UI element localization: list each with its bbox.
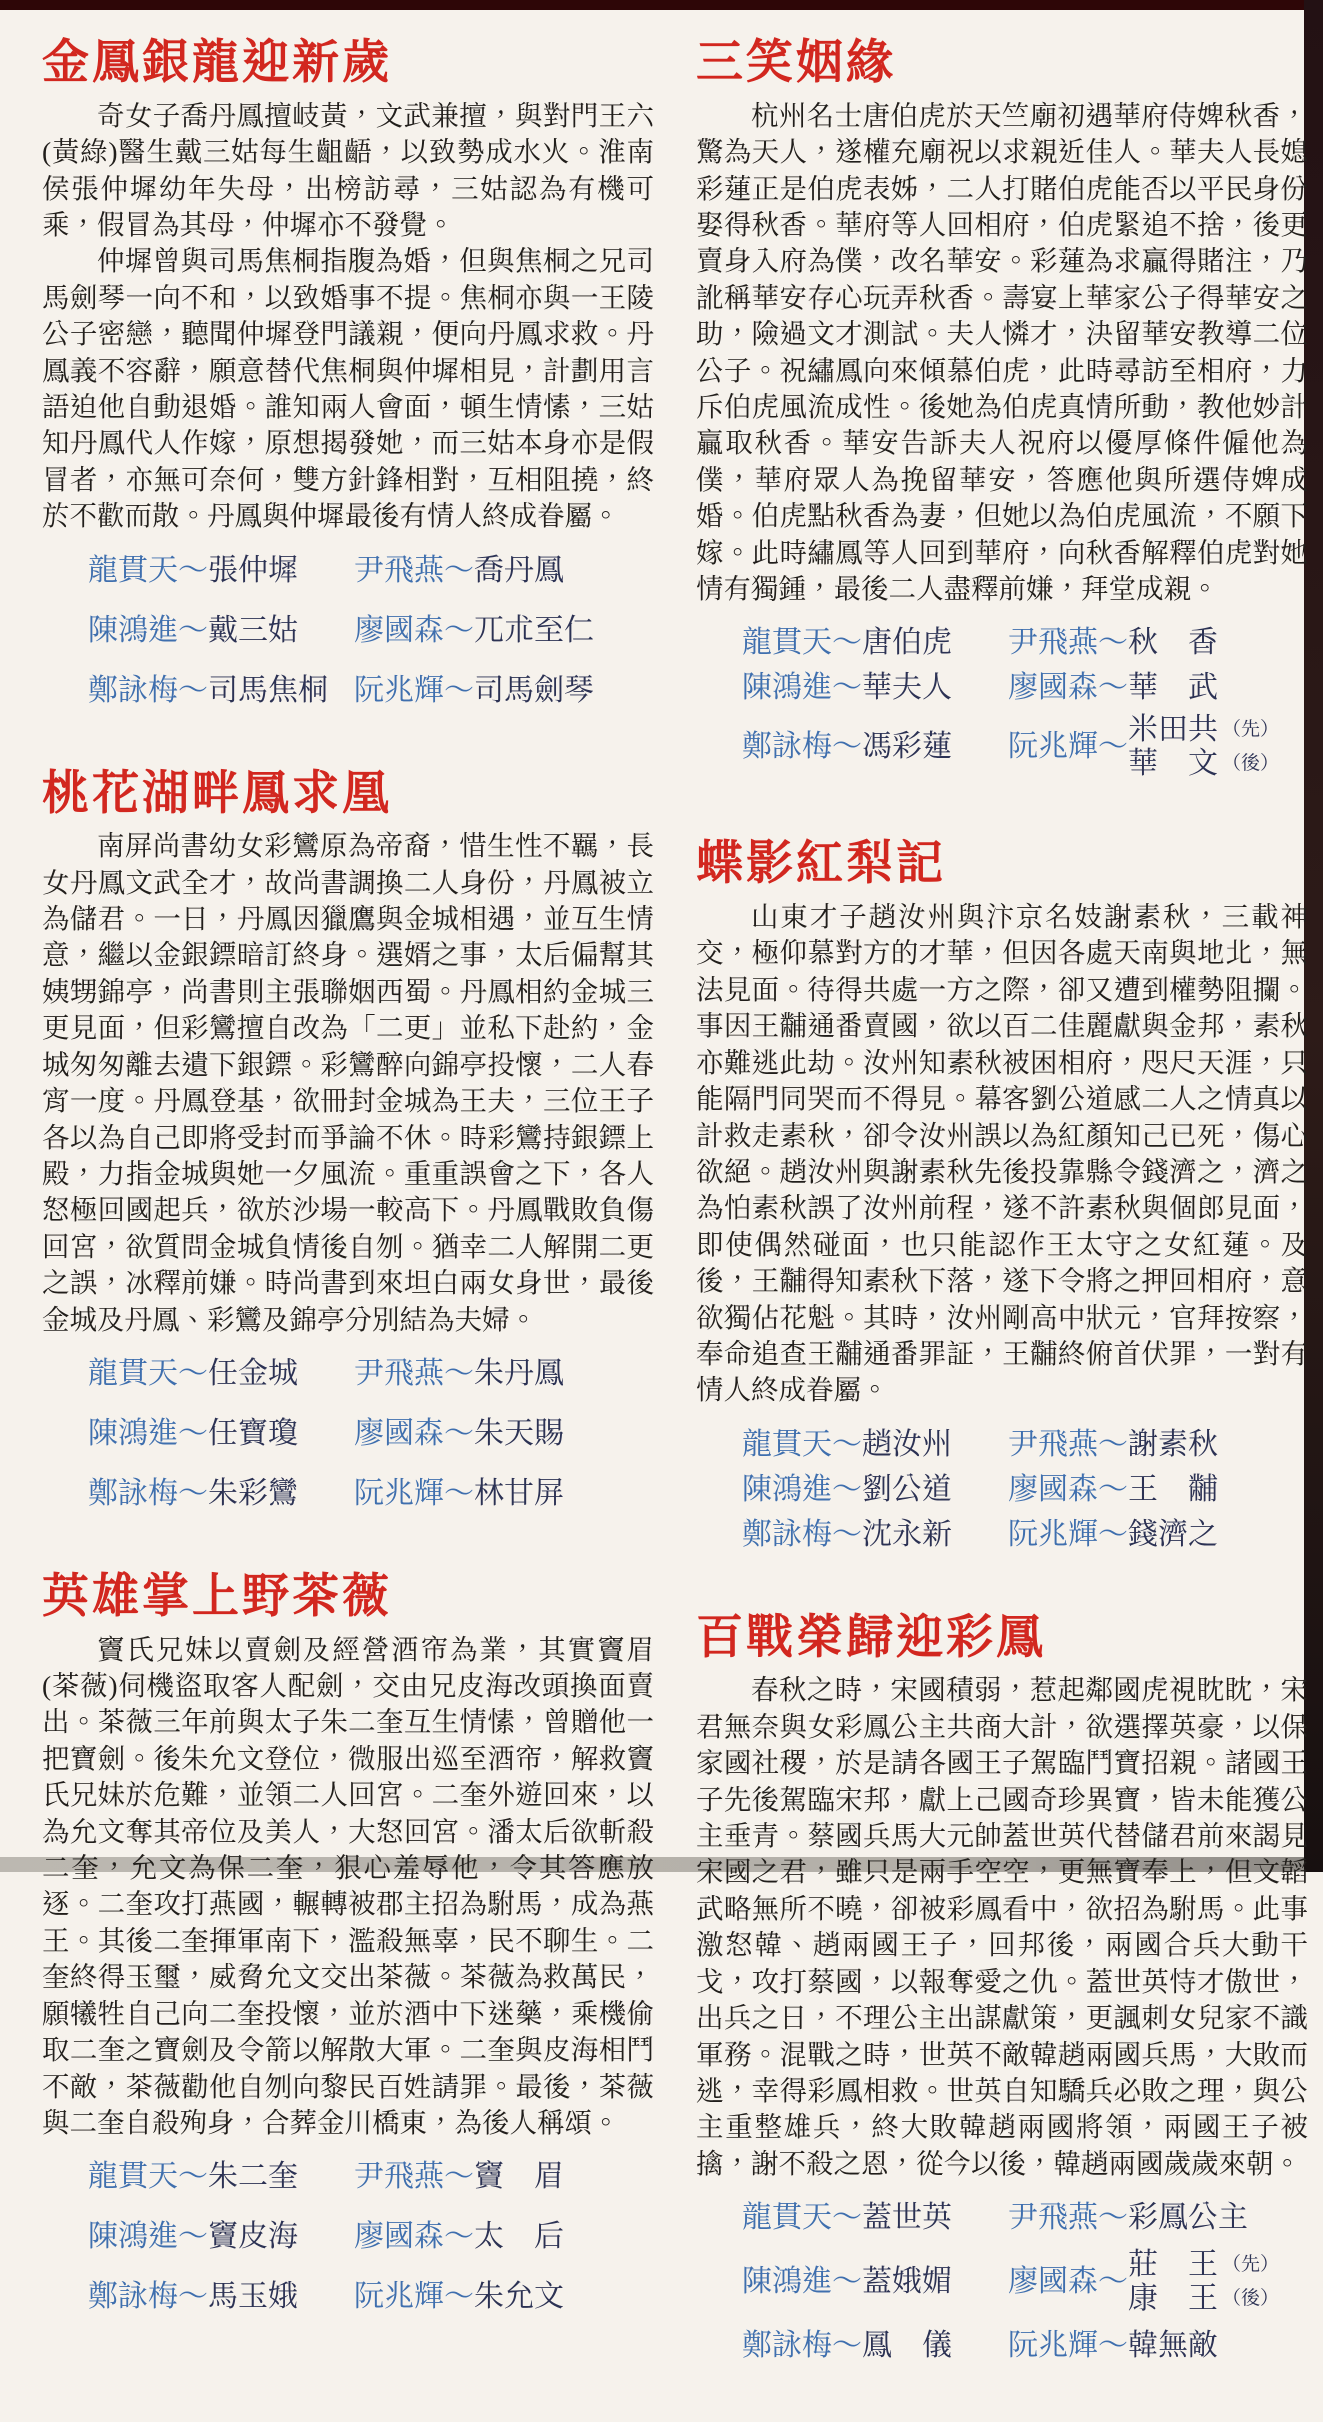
role-order-note: （先）: [1222, 719, 1280, 741]
left-column: [42, 36, 654, 2422]
role-name: 秋 香: [1128, 626, 1219, 660]
cast-entry: [742, 713, 1008, 781]
actor-name: 鄭詠梅: [88, 673, 178, 707]
actor-name: 尹飛燕: [354, 553, 445, 587]
actor-name: 廖國森: [354, 2220, 445, 2254]
scan-edge-top: [0, 0, 1323, 10]
role-name: 彩鳳公主: [1128, 2201, 1249, 2235]
tilde-separator: ～: [178, 2280, 208, 2314]
actor-name: 阮兆輝: [354, 2280, 445, 2314]
role-name: 司馬焦桐: [208, 673, 328, 707]
actor-name: 阮兆輝: [354, 673, 445, 707]
cast-entry: [354, 1354, 654, 1394]
tilde-separator: ～: [444, 1356, 475, 1390]
role-line: [1128, 2282, 1279, 2316]
role-order-note: （先）: [1222, 2254, 1280, 2276]
cast-entry: [742, 2326, 1008, 2366]
role-name: 兀朮至仁: [474, 613, 595, 647]
actor-name: 鄭詠梅: [742, 2329, 832, 2363]
cast-entry: [354, 611, 654, 651]
tilde-separator: ～: [444, 2160, 475, 2194]
role-name: 錢濟之: [1128, 1517, 1219, 1551]
role-name: 馬玉娥: [208, 2280, 298, 2314]
cast-entry: [1008, 2248, 1308, 2316]
tilde-separator: ～: [1098, 730, 1129, 764]
cast-entry: [354, 2217, 654, 2257]
role-name: 唐伯虎: [862, 626, 952, 660]
cast-entry: [1008, 668, 1308, 708]
actor-name: 鄭詠梅: [88, 2280, 178, 2314]
actor-name: 尹飛燕: [1008, 2201, 1099, 2235]
role-name: 康 王: [1128, 2282, 1219, 2316]
actor-name: 陳鴻進: [88, 613, 178, 647]
tilde-separator: ～: [832, 2329, 862, 2363]
cast-entry: [88, 2277, 354, 2317]
cast-entry: [742, 1470, 1008, 1510]
role-stack: [1128, 2248, 1279, 2316]
role-name: 司馬劍琴: [474, 673, 595, 707]
synopsis-paragraph: 春秋之時，宋國積弱，惹起鄰國虎視眈眈，宋君無奈與女彩鳳公主共商大計，欲選擇英豪，以保家國社稷，於是請各國王子駕臨鬥寶招親。諸國王子先後駕臨宋邦，獻上己國奇珍異寶，皆未能獲公主垂青。蔡國兵馬大元帥蓋世英代替儲君前來謁見宋國之君，雖只是兩手空空，更無寶奉上，但文韜武略無所不曉，卻被彩鳳看中，欲招為駙馬。此事激怒韓、趙兩國王子，回邦後，兩國合兵大動干戈，攻打蔡國，以報奪愛之仇。蓋世英恃才傲世，出兵之日，不理公主出謀獻策，更諷刺女兒家不識軍務。混戰之時，世英不敵韓趙兩國兵馬，大敗而逃，幸得彩鳳相救。世英自知驕兵必敗之理，與公主重整雄兵，終大敗韓趙兩國將領，兩國王子被擒，謝不殺之恩，從今以後，韓趙兩國歲歲來朝。: [696, 1674, 1308, 2179]
cast-entry: [742, 1515, 1008, 1555]
role-name: 蓋世英: [862, 2201, 952, 2235]
tilde-separator: ～: [178, 2220, 208, 2254]
role-name: 趙汝州: [862, 1427, 952, 1461]
role-line: [1128, 2248, 1279, 2282]
tilde-separator: ～: [1098, 671, 1129, 705]
actor-name: 廖國森: [354, 613, 445, 647]
tilde-separator: ～: [178, 1356, 208, 1390]
cast-entry: [354, 1414, 654, 1454]
actor-name: 龍貫天: [88, 553, 178, 587]
right-column: [696, 36, 1308, 2422]
actor-name: 鄭詠梅: [88, 1476, 178, 1510]
play-section-yingxiong-zhangshang: [42, 1570, 654, 2317]
cast-entry: [1008, 1470, 1308, 1510]
role-name: 林甘屏: [474, 1476, 565, 1510]
role-name: 華 武: [1128, 671, 1219, 705]
play-title: 英雄掌上野茶薇: [42, 1568, 392, 1622]
cast-entry: [1008, 2198, 1308, 2238]
play-title: 桃花湖畔鳳求凰: [42, 765, 392, 819]
actor-name: 阮兆輝: [1008, 1517, 1099, 1551]
tilde-separator: ～: [1098, 2265, 1129, 2299]
cast-entry: [742, 2248, 1008, 2316]
cast-entry: [1008, 1425, 1308, 1465]
tilde-separator: ～: [178, 613, 208, 647]
role-name: 沈永新: [862, 1517, 952, 1551]
actor-name: 阮兆輝: [1008, 2329, 1099, 2363]
role-name: 蓋娥媚: [862, 2265, 952, 2299]
role-name: 華夫人: [862, 671, 952, 705]
cast-entry: [88, 1354, 354, 1394]
role-name: 莊 王: [1128, 2248, 1219, 2282]
tilde-separator: ～: [832, 1517, 862, 1551]
tilde-separator: ～: [178, 1416, 208, 1450]
play-title: 金鳳銀龍迎新歲: [42, 35, 392, 88]
cast-entry: [742, 668, 1008, 708]
cast-list: [696, 623, 1308, 781]
actor-name: 廖國森: [1008, 1472, 1099, 1506]
synopsis-paragraph: 山東才子趙汝州與汴京名妓謝素秋，三載神交，極仰慕對方的才華，但因各處天南與地北，無法見面。待得共處一方之際，卻又遭到權勢阻攔。事因王黼通番賣國，欲以百二佳麗獻與金邦，素秋亦難逃此劫。汝州知素秋被困相府，咫尺天涯，只能隔門同哭而不得見。幕客劉公道感二人之情真以計救走素秋，卻令汝州誤以為紅顏知己已死，傷心欲絕。趙汝州與謝素秋先後投靠縣令錢濟之，濟之為怕素秋誤了汝州前程，遂不許素秋與個郎見面，即使偶然碰面，也只能認作王太守之女紅蓮。及後，王黼得知素秋下落，遂下令將之押回相府，意欲獨佔花魁。其時，汝州剛高中狀元，官拜按察，奉命追查王黼通番罪証，王黼終俯首伏罪，一對有情人終成眷屬。: [696, 901, 1308, 1406]
play-section-jinfeng-yinlong: [42, 36, 654, 711]
tilde-separator: ～: [1098, 2201, 1129, 2235]
tilde-separator: ～: [178, 2160, 208, 2194]
tilde-separator: ～: [832, 1472, 862, 1506]
role-name: 米田共: [1128, 713, 1219, 747]
actor-name: 龍貫天: [88, 1356, 178, 1390]
role-name: 朱丹鳳: [474, 1356, 565, 1390]
role-name: 王 黼: [1128, 1472, 1219, 1506]
play-section-sanxiao-yinyuan: [696, 36, 1308, 781]
play-section-dieying-hongli: [696, 837, 1308, 1554]
cast-entry: [1008, 713, 1308, 781]
role-order-note: （後）: [1222, 2288, 1280, 2310]
cast-entry: [742, 1425, 1008, 1465]
tilde-separator: ～: [444, 1476, 475, 1510]
page-columns: [42, 36, 1308, 2422]
cast-entry: [88, 611, 354, 651]
play-section-baizhan-ronggui: [696, 1611, 1308, 2366]
tilde-separator: ～: [832, 1427, 862, 1461]
tilde-separator: ～: [178, 1476, 208, 1510]
role-name: 劉公道: [862, 1472, 952, 1506]
role-stack: [1128, 713, 1279, 781]
actor-name: 鄭詠梅: [742, 730, 832, 764]
tilde-separator: ～: [832, 2201, 862, 2235]
actor-name: 阮兆輝: [354, 1476, 445, 1510]
play-title: 蝶影紅梨記: [696, 836, 946, 890]
role-name: 華 文: [1128, 747, 1219, 781]
tilde-separator: ～: [1098, 1517, 1129, 1551]
cast-entry: [354, 671, 654, 711]
synopsis-paragraph: 南屏尚書幼女彩鸞原為帝裔，惜生性不羈，長女丹鳳文武全才，故尚書調換二人身份，丹鳳被立為儲君。一日，丹鳳因獵鷹與金城相遇，並互生情意，繼以金銀鏢暗訂終身。選婿之事，太后偏幫其姨甥錦亭，尚書則主張聯姻西蜀。丹鳳相約金城三更見面，但彩鸞擅自改為「二更」並私下赴約，金城匆匆離去遺下銀鏢。彩鸞醉向錦亭投懷，二人春宵一度。丹鳳登基，欲冊封金城為王夫，三位王子各以為自己即將受封而爭論不休。時彩鸞持銀鏢上殿，力指金城與她一夕風流。重重誤會之下，各人怒極回國起兵，欲於沙場一較高下。丹鳳戰敗負傷回宮，欲質問金城負情後自刎。猶幸二人解開二更之誤，冰釋前嫌。時尚書到來坦白兩女身世，最後金城及丹鳳、彩鸞及錦亭分別結為夫婦。: [42, 830, 654, 1335]
tilde-separator: ～: [178, 553, 208, 587]
cast-entry: [88, 1474, 354, 1514]
cast-list: [42, 2157, 654, 2317]
cast-entry: [1008, 1515, 1308, 1555]
synopsis-paragraph: 杭州名士唐伯虎於天竺廟初遇華府侍婢秋香，驚為天人，遂權充廟祝以求親近佳人。華夫人長媳彩蓮正是伯虎表姊，二人打賭伯虎能否以平民身份娶得秋香。華府等人回相府，伯虎緊追不捨，後更賣身入府為僕，改名華安。彩蓮為求贏得賭注，乃訛稱華安存心玩弄秋香。壽宴上華家公子得華安之助，險過文才測試。夫人憐才，決留華安教導二位公子。祝繡鳳向來傾慕伯虎，此時尋訪至相府，力斥伯虎風流成性。後她為伯虎真情所動，教他妙計贏取秋香。華安告訴夫人祝府以優厚條件僱他為僕，華府眾人為挽留華安，答應他與所選侍婢成婚。伯虎點秋香為妻，但她以為伯虎風流，不願下嫁。此時繡鳳等人回到華府，向秋香解釋伯虎對她情有獨鍾，最後二人盡釋前嫌，拜堂成親。: [696, 99, 1308, 604]
tilde-separator: ～: [444, 2280, 475, 2314]
role-name: 韓無敵: [1128, 2329, 1219, 2363]
tilde-separator: ～: [832, 2265, 862, 2299]
actor-name: 龍貫天: [742, 626, 832, 660]
tilde-separator: ～: [832, 671, 862, 705]
actor-name: 尹飛燕: [354, 1356, 445, 1390]
actor-name: 尹飛燕: [354, 2160, 445, 2194]
cast-entry: [88, 671, 354, 711]
actor-name: 尹飛燕: [1008, 626, 1099, 660]
cast-entry: [742, 2198, 1008, 2238]
role-name: 太 后: [474, 2220, 565, 2254]
tilde-separator: ～: [1098, 1427, 1129, 1461]
actor-name: 龍貫天: [88, 2160, 178, 2194]
role-name: 馮彩蓮: [862, 730, 952, 764]
tilde-separator: ～: [1098, 2329, 1129, 2363]
role-line: [1128, 713, 1279, 747]
role-name: 朱彩鸞: [208, 1476, 298, 1510]
role-name: 謝素秋: [1128, 1427, 1219, 1461]
tilde-separator: ～: [832, 626, 862, 660]
role-name: 竇皮海: [208, 2220, 298, 2254]
actor-name: 陳鴻進: [88, 1416, 178, 1450]
role-name: 竇 眉: [474, 2160, 565, 2194]
role-name: 朱二奎: [208, 2160, 298, 2194]
actor-name: 陳鴻進: [88, 2220, 178, 2254]
cast-entry: [354, 2277, 654, 2317]
cast-entry: [354, 1474, 654, 1514]
cast-entry: [88, 2217, 354, 2257]
actor-name: 尹飛燕: [1008, 1427, 1099, 1461]
cast-entry: [88, 2157, 354, 2197]
actor-name: 陳鴻進: [742, 671, 832, 705]
tilde-separator: ～: [832, 730, 862, 764]
actor-name: 廖國森: [1008, 2265, 1099, 2299]
actor-name: 陳鴻進: [742, 2265, 832, 2299]
role-name: 任寶瓊: [208, 1416, 298, 1450]
cast-entry: [742, 623, 1008, 663]
actor-name: 陳鴻進: [742, 1472, 832, 1506]
role-name: 朱天賜: [474, 1416, 565, 1450]
actor-name: 龍貫天: [742, 2201, 832, 2235]
role-name: 張仲墀: [208, 553, 298, 587]
role-line: [1128, 747, 1279, 781]
actor-name: 廖國森: [354, 1416, 445, 1450]
tilde-separator: ～: [444, 613, 475, 647]
cast-list: [696, 1425, 1308, 1555]
tilde-separator: ～: [444, 2220, 475, 2254]
role-name: 喬丹鳳: [474, 553, 565, 587]
cast-entry: [354, 2157, 654, 2197]
cast-entry: [88, 551, 354, 591]
cast-entry: [354, 551, 654, 591]
synopsis-paragraph: 仲墀曾與司馬焦桐指腹為婚，但與焦桐之兄司馬劍琴一向不和，以致婚事不提。焦桐亦與一王陵公子密戀，聽聞仲墀登門議親，便向丹鳳求救。丹鳳義不容辭，願意替代焦桐與仲墀相見，計劃用言語迫他自動退婚。誰知兩人會面，頓生情愫，三姑知丹鳳代人作嫁，原想揭發她，而三姑本身亦是假冒者，亦無可奈何，雙方針鋒相對，互相阻撓，終於不歡而散。丹鳳與仲墀最後有情人終成眷屬。: [42, 245, 654, 532]
synopsis-paragraph: 竇氏兄妹以賣劍及經營酒帘為業，其實竇眉(茶薇)伺機盜取客人配劍，交由兄皮海改頭換面賣出。茶薇三年前與太子朱二奎互生情愫，曾贈他一把寶劍。後朱允文登位，微服出巡至酒帘，解救竇氏兄妹於危難，並領二人回宮。二奎外遊回來，以為允文奪其帝位及美人，大怒回宮。潘太后欲斬殺二奎，允文為保二奎，狠心羞辱他，令其答應放逐。二奎攻打燕國，輾轉被郡主招為駙馬，成為燕王。其後二奎揮軍南下，濫殺無辜，民不聊生。二奎終得玉璽，威脅允文交出茶薇。茶薇為救萬民，願犧牲自己向二奎投懷，並於酒中下迷藥，乘機偷取二奎之寶劍及令箭以解散大軍。二奎與皮海相鬥不敵，茶薇勸他自刎向黎民百姓請罪。最後，茶薇與二奎自殺殉身，合葬金川橋東，為後人稱頌。: [42, 1633, 654, 2138]
tilde-separator: ～: [444, 553, 475, 587]
role-name: 任金城: [208, 1356, 298, 1390]
play-title: 三笑姻緣: [696, 35, 896, 88]
tilde-separator: ～: [444, 673, 475, 707]
play-title: 百戰榮歸迎彩鳳: [696, 1609, 1046, 1663]
tilde-separator: ～: [1098, 626, 1129, 660]
cast-entry: [1008, 2326, 1308, 2366]
synopsis-paragraph: 奇女子喬丹鳳擅岐黃，文武兼擅，與對門王六(黃綠)醫生戴三姑每生齟齬，以致勢成水火。淮南侯張仲墀幼年失母，出榜訪尋，三姑認為有機可乘，假冒為其母，仲墀亦不發覺。: [42, 99, 654, 240]
role-order-note: （後）: [1222, 753, 1280, 775]
play-section-taohua-hupan: [42, 767, 654, 1514]
role-name: 戴三姑: [208, 613, 298, 647]
cast-list: [42, 551, 654, 711]
actor-name: 廖國森: [1008, 671, 1099, 705]
actor-name: 鄭詠梅: [742, 1517, 832, 1551]
tilde-separator: ～: [178, 673, 208, 707]
cast-list: [42, 1354, 654, 1514]
actor-name: 龍貫天: [742, 1427, 832, 1461]
actor-name: 阮兆輝: [1008, 730, 1099, 764]
cast-list: [696, 2198, 1308, 2366]
cast-entry: [88, 1414, 354, 1454]
role-name: 鳳 儀: [862, 2329, 952, 2363]
role-name: 朱允文: [474, 2280, 565, 2314]
tilde-separator: ～: [444, 1416, 475, 1450]
cast-entry: [1008, 623, 1308, 663]
tilde-separator: ～: [1098, 1472, 1129, 1506]
